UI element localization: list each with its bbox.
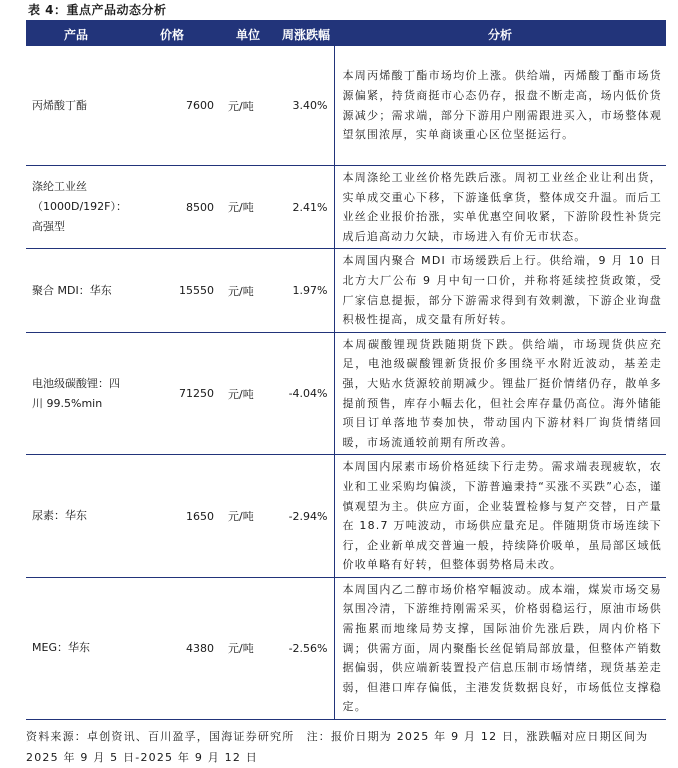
weekly-change: -2.94%	[278, 455, 334, 578]
product-name: 丙烯酸丁酯	[26, 46, 126, 166]
weekly-change: -4.04%	[278, 332, 334, 455]
weekly-change: -2.56%	[278, 577, 334, 719]
table-header-row	[26, 22, 666, 46]
product-name: 聚合 MDI：华东	[26, 249, 126, 332]
analysis-text: 本周涤纶工业丝价格先跌后涨。周初工业丝企业让利出货，实单成交重心下移，下游逢低拿货，整体成交升温。而后工业丝企业报价抬涨，实单优惠空间收紧，下游阶段性补货完成后追高动力欠缺，市场进入有价无市状态。	[334, 166, 666, 249]
product-price: 4380	[126, 577, 218, 719]
product-unit: 元/吨	[218, 577, 278, 719]
product-name: 电池级碳酸锂：四川 99.5%min	[26, 332, 126, 455]
product-price: 15550	[126, 249, 218, 332]
header-product: 产品	[26, 22, 126, 46]
analysis-text: 本周国内乙二醇市场价格窄幅波动。成本端，煤炭市场交易氛围冷清，下游维持刚需采买，价格弱稳运行，原油市场供需拖累而地缘局势支撑，国际油价先涨后跌，周内价格下调；供需方面，周内聚酯长丝促销局部放量，但整体产销数据偏弱，供应端新装置投产信息压制市场情绪，现货基差走弱，但港口库存偏低，主港发货数据良好，市场低位支撑稳定。	[334, 577, 666, 719]
product-price: 7600	[126, 46, 218, 166]
table-row	[26, 46, 666, 166]
weekly-change: 1.97%	[278, 249, 334, 332]
product-unit: 元/吨	[218, 46, 278, 166]
analysis-text: 本周国内尿素市场价格延续下行走势。需求端表现疲软，农业和工业采购均偏淡，下游普遍秉持“买涨不买跌”心态，谨慎观望为主。供应方面，企业装置检修与复产交替，日产量在 18.7 万吨波动，市场供应量充足。伴随期货市场连续下行，企业新单成交普遍一般，持续降价吸单，虽局部区域低价收单略有好转，但整体弱势格局未改。	[334, 455, 666, 578]
weekly-change: 2.41%	[278, 166, 334, 249]
header-change: 周涨跌幅	[278, 22, 334, 46]
header-unit: 单位	[218, 22, 278, 46]
product-name: 涤纶工业丝（1000D/192F）：高强型	[26, 166, 126, 249]
table-row	[26, 249, 666, 332]
analysis-text: 本周碳酸锂现货跌随期货下跌。供给端，市场现货供应充足，电池级碳酸锂新货报价多围绕平水附近波动，基差走强，大贴水货源较前期减少。锂盐厂挺价情绪仍存，散单多提前预售，库存小幅去化，但社会库存量仍高位。海外储能项目订单落地节奏加快，带动国内下游材料厂询货情绪回暖，市场流通较前期有所改善。	[334, 332, 666, 455]
report-page	[26, 0, 666, 768]
product-name: 尿素：华东	[26, 455, 126, 578]
table-row	[26, 577, 666, 719]
table-row	[26, 166, 666, 249]
table-row	[26, 455, 666, 578]
table-title: 表 4：重点产品动态分析	[26, 0, 666, 22]
weekly-change: 3.40%	[278, 46, 334, 166]
product-analysis-table	[26, 22, 666, 720]
analysis-text: 本周丙烯酸丁酯市场均价上涨。供给端，丙烯酸丁酯市场货源偏紧，持货商挺市心态仍存，报盘不断走高，场内低价货源减少；需求端，部分下游用户刚需跟进买入，市场整体观望氛围浓厚，实单商谈重心区位坚挺运行。	[334, 46, 666, 166]
header-price: 价格	[126, 22, 218, 46]
table-row	[26, 332, 666, 455]
product-unit: 元/吨	[218, 332, 278, 455]
product-price: 71250	[126, 332, 218, 455]
product-unit: 元/吨	[218, 166, 278, 249]
product-price: 8500	[126, 166, 218, 249]
product-unit: 元/吨	[218, 249, 278, 332]
product-name: MEG：华东	[26, 577, 126, 719]
product-unit: 元/吨	[218, 455, 278, 578]
analysis-text: 本周国内聚合 MDI 市场缓跌后上行。供给端，9 月 10 日北方大厂公布 9 月中旬一口价，并称将延续控货政策，受厂家信息提振，部分下游需求得到有效刺激，下游企业询盘积极性提高，成交量有所好转。	[334, 249, 666, 332]
source-note: 资料来源：卓创资讯、百川盈孚，国海证券研究所 注：报价日期为 2025 年 9 月 12 日，涨跌幅对应日期区间为 2025 年 9 月 5 日-2025 年 9 月 12 日	[26, 730, 649, 765]
header-analysis: 分析	[334, 22, 666, 46]
product-price: 1650	[126, 455, 218, 578]
